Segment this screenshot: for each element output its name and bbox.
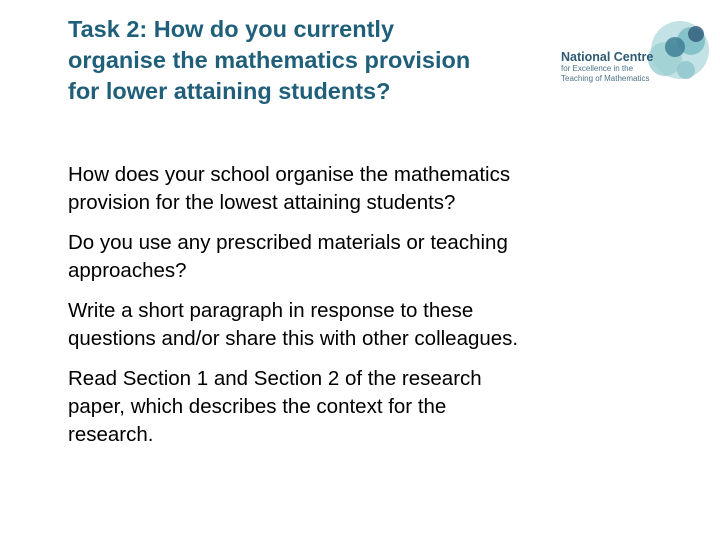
paragraph-line: paper, which describes the context for the bbox=[68, 395, 447, 418]
paragraph-line: Write a short paragraph in response to these bbox=[68, 299, 474, 322]
slide-title bbox=[68, 14, 558, 107]
logo-circle-center bbox=[665, 37, 685, 57]
paragraph bbox=[68, 365, 628, 449]
ncetm-logo bbox=[558, 14, 714, 94]
paragraph bbox=[68, 229, 628, 285]
logo-subtitle: Teaching of Mathematics bbox=[561, 74, 650, 83]
logo-subtitle: for Excellence in the bbox=[561, 64, 634, 73]
title-line: organise the mathematics provision bbox=[68, 47, 471, 73]
title-line: Task 2: How do you currently bbox=[68, 16, 395, 42]
paragraph-line: questions and/or share this with other colleagues. bbox=[68, 327, 519, 350]
paragraph-line: Read Section 1 and Section 2 of the research bbox=[68, 367, 482, 390]
logo-name: National Centre bbox=[561, 50, 654, 64]
paragraph-line: research. bbox=[68, 423, 154, 446]
paragraph bbox=[68, 161, 628, 217]
logo-text bbox=[561, 50, 653, 84]
paragraph bbox=[68, 297, 628, 353]
logo-circle-bottom bbox=[677, 61, 695, 79]
title-line: for lower attaining students? bbox=[68, 78, 391, 104]
paragraph-line: provision for the lowest attaining students? bbox=[68, 191, 456, 214]
paragraph-line: How does your school organise the mathematics bbox=[68, 163, 511, 186]
logo-circle-small bbox=[688, 26, 704, 42]
slide-body bbox=[68, 161, 628, 461]
paragraph-line: Do you use any prescribed materials or teaching bbox=[68, 231, 508, 254]
paragraph-line: approaches? bbox=[68, 259, 187, 282]
